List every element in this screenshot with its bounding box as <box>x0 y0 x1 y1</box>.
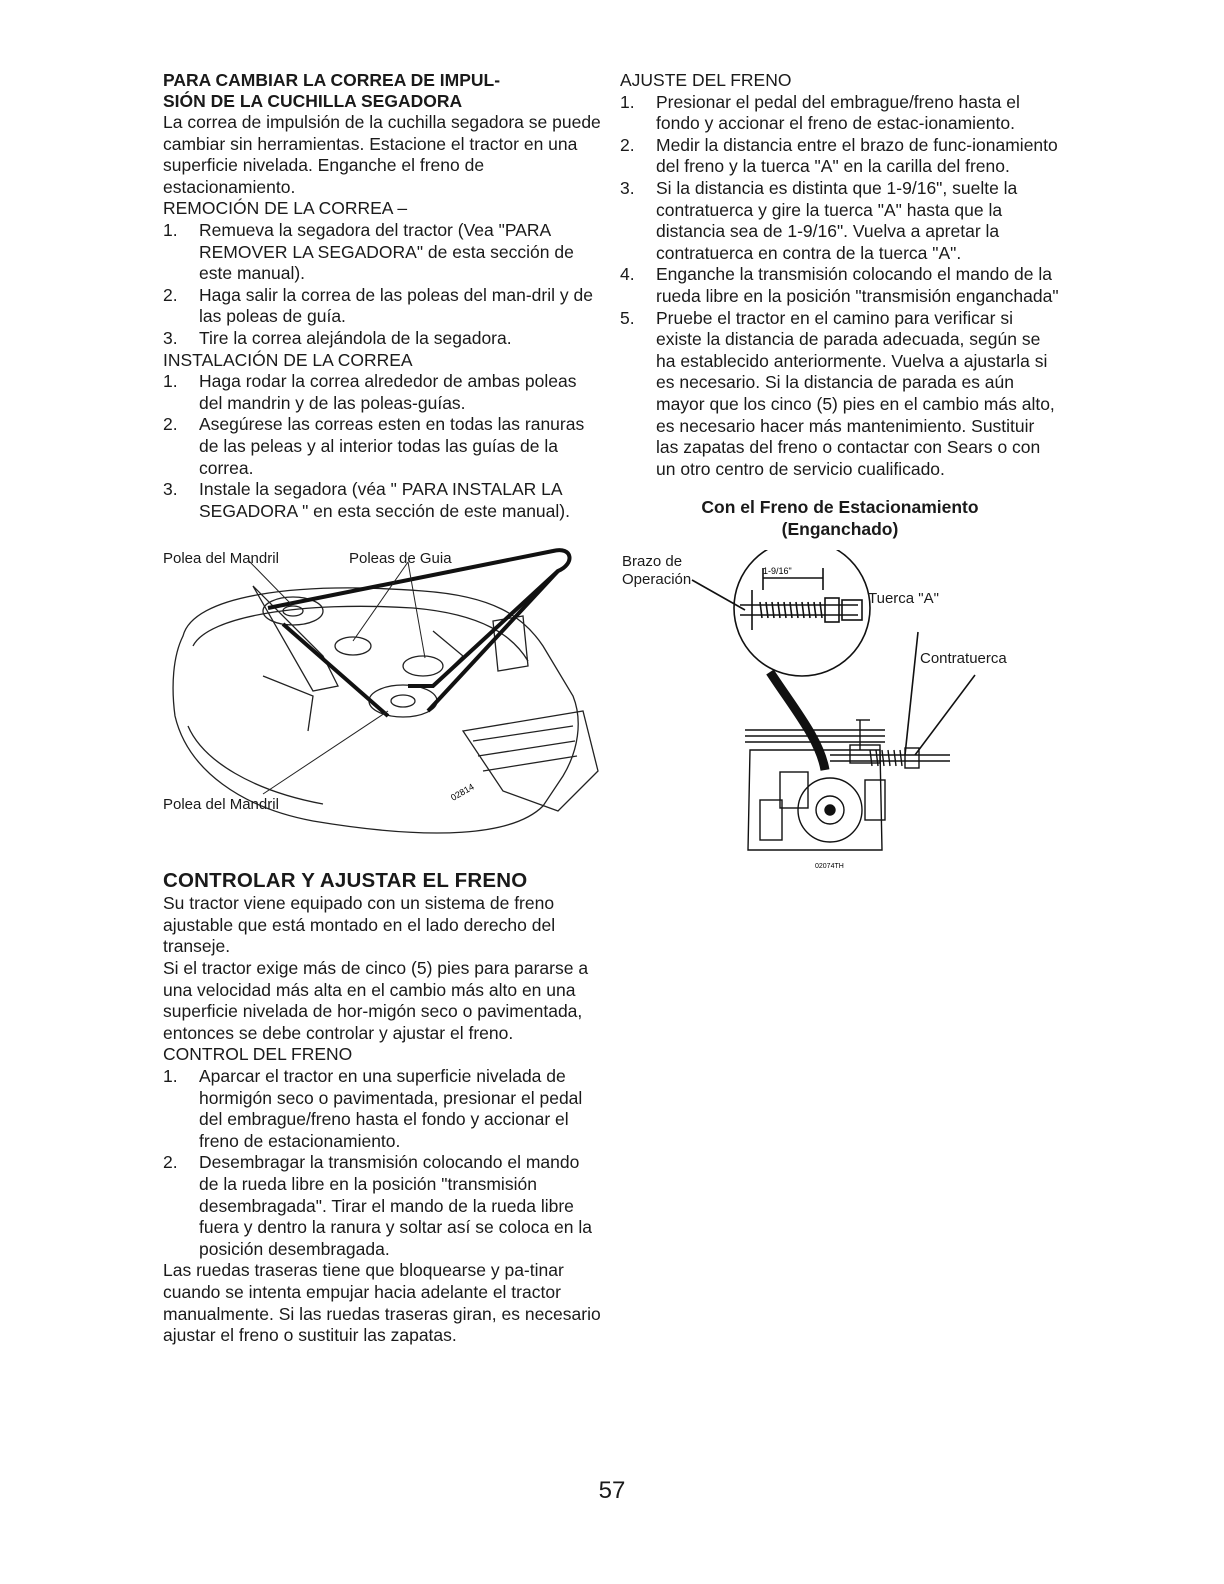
list-item: 1. Presionar el pedal del embrague/freno hasta el fondo y accionar el freno de estac-ionamiento. <box>620 91 1020 134</box>
label-spindle-pulley-bottom: Polea del Mandril <box>163 796 279 814</box>
removal-steps <box>163 220 603 350</box>
brake-control-steps <box>163 1066 603 1260</box>
label-locknut: Contratuerca <box>920 650 1007 668</box>
parking-brake-figure-title-line2: (Enganchado) <box>781 519 899 540</box>
list-item: 3. Instale la segadora (véa " PARA INSTALAR LA SEGADORA " en esta sección de este manual). <box>163 479 570 521</box>
belt-intro: La correa de impulsión de la cuchilla segadora se puede cambiar sin herramientas. Estacione el tractor en una superficie nivelada. Enganche el freno de estacionamiento. <box>163 112 601 197</box>
brake-section-title: CONTROLAR Y AJUSTAR EL FRENO <box>163 869 528 893</box>
removal-heading: REMOCIÓN DE LA CORREA – <box>163 198 408 219</box>
list-item: 1. Remueva la segadora del tractor (Vea "PARA REMOVER LA SEGADORA" de esta sección de este manual). <box>163 219 574 284</box>
list-item: 3. Tire la correa alejándola de la segadora. <box>163 327 512 348</box>
list-item: 2. Asegúrese las correas esten en todas las ranuras de las peleas y al interior todas las guías de la correa. <box>163 414 585 478</box>
brake-adjust-heading: AJUSTE DEL FRENO <box>620 70 792 90</box>
install-heading: INSTALACIÓN DE LA CORREA <box>163 349 413 370</box>
brake-adjust-steps <box>620 92 1060 481</box>
mower-deck-figure <box>163 546 603 851</box>
page-number: 57 <box>598 1477 626 1504</box>
list-item: 3. Si la distancia es distinta que 1-9/16", suelte la contratuerca y gire la tuerca "A" hasta que la distancia sea de 1-9/16". Vuelva a apretar la contratuerca en contra de la tuerca "A". <box>620 177 1018 263</box>
brake-control-heading: CONTROL DEL FRENO <box>163 1044 353 1065</box>
label-nut-a: Tuerca "A" <box>868 590 939 608</box>
figure-code: 02814 <box>449 781 476 804</box>
right-column <box>620 70 1060 870</box>
label-operating-arm-line1: Brazo de <box>622 553 683 571</box>
list-item: 2. Desembragar la transmisión colocando el mando de la rueda libre en la posición "transmisión desembragada". Tirar el mando de la rueda libre fuera y dentro la ranura y soltar así se coloca en la posición desembragada. <box>163 1152 592 1259</box>
brake-intro-1: Su tractor viene equipado con un sistema de freno ajustable que está montado en el lado derecho del transeje. <box>163 893 556 957</box>
list-item: 1. Haga rodar la correa alrededor de ambas poleas del mandrin y de las poleas-guías. <box>163 371 577 413</box>
brake-adjustment-figure <box>620 550 1060 870</box>
list-item: 2. Medir la distancia entre el brazo de func-ionamiento del freno y la tuerca "A" en la carilla del freno. <box>620 134 1058 177</box>
brake-intro-2: Si el tractor exige más de cinco (5) pies para pararse a una velocidad más alta en el cambio más alto en una superficie nivelada de hor-migón seco o pavimentada, entonces se debe controlar y ajustar el freno. <box>163 958 589 1043</box>
belt-section-title-line1: PARA CAMBIAR LA CORREA DE IMPUL- <box>163 70 501 90</box>
label-spindle-pulley-top: Polea del Mandril <box>163 550 279 568</box>
dimension-label: 1-9/16" <box>763 566 792 577</box>
brake-adjustment-drawing <box>620 550 1060 870</box>
figure-code: 02074TH <box>815 863 844 871</box>
list-item: 5. Pruebe el tractor en el camino para verificar si existe la distancia de parada adecuada, según se ha establecido anteriormente. Vuelva a ajustarla si es necesario. Si la distancia de parada es aún mayor que los cinco (5) pies en el cambio más alto, es necesario hacer más mantenimiento. Sustituir las zapatas del freno o contactar con Sears o con un otro centro de servicio cualificado. <box>620 307 1055 479</box>
list-item: 4. Enganche la transmisión colocando el mando de la rueda libre en la posición "transmisión enganchada" <box>620 264 1059 306</box>
list-item: 1. Aparcar el tractor en una superficie nivelada de hormigón seco o pavimentada, presionar el pedal del embrague/freno hasta el fondo y accionar el freno de estacionamiento. <box>163 1066 583 1151</box>
left-column <box>163 70 603 1347</box>
label-idler-pulleys: Poleas de Guia <box>349 550 452 568</box>
list-item: 2. Haga salir la correa de las poleas del man-dril y de las poleas de guía. <box>163 284 593 327</box>
brake-control-outro: Las ruedas traseras tiene que bloquearse y pa-tinar cuando se intenta empujar hacia adelante el tractor manualmente. Si las ruedas traseras giran, es necesario ajustar el freno o sustituir las zapatas. <box>163 1260 601 1346</box>
belt-section-title-line2: SIÓN DE LA CUCHILLA SEGADORA <box>163 91 463 111</box>
install-steps <box>163 371 603 522</box>
parking-brake-figure-title-line1: Con el Freno de Estacionamiento <box>701 497 979 518</box>
label-operating-arm-line2: Operación <box>622 571 692 589</box>
